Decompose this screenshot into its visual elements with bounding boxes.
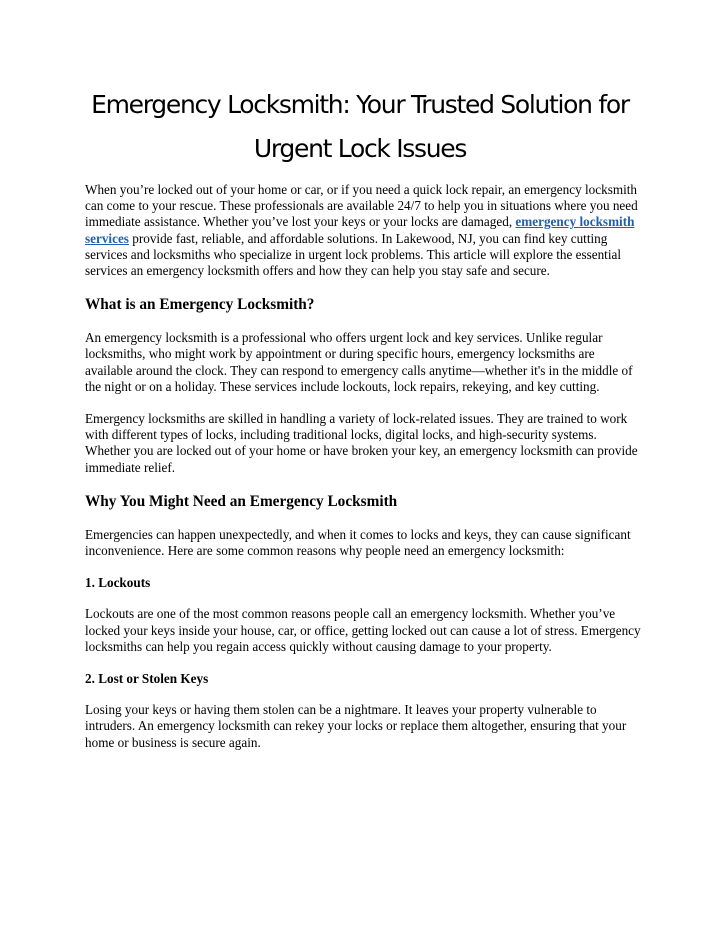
what-paragraph-2: Emergency locksmiths are skilled in handling a variety of lock-related issues. They are trained to work with different types of locks, including traditional locks, digital locks, and high-security systems. Whether you are locked out of your home or have broken your key, an emergency locksmith can provide immediate relief.	[85, 411, 638, 475]
intro-text-after-link: provide fast, reliable, and affordable solutions. In Lakewood, NJ, you can find key cutting services and locksmiths who specialize in urgent lock problems. This article will explore the essential services an emergency locksmith offers and how they can help you stay safe and secure.	[85, 230, 622, 279]
why-paragraph: Emergencies can happen unexpectedly, and when it comes to locks and keys, they can cause significant inconvenience. Here are some common reasons why people need an emergency locksmith:	[85, 526, 631, 559]
what-paragraph-1: An emergency locksmith is a professional who offers urgent lock and key services. Unlike regular locksmiths, who might work by appointment or during specific hours, emergency locksmiths are available around the clock. They can respond to emergency calls anytime—whether it's in the middle of the night or on a holiday. These services include lockouts, lock repairs, rekeying, and key cutting.	[85, 330, 633, 394]
intro-text-before-link: When you’re locked out of your home or car, or if you need a quick lock repair, an emergency locksmith can come to your rescue. These professionals are available 24/7 to help you in situations where you need immediate assistance. Whether you’ve lost your keys or your locks are damaged,	[85, 182, 638, 230]
emergency-locksmith-services-link[interactable]: emergency locksmith services	[85, 214, 635, 246]
lost-keys-paragraph: Losing your keys or having them stolen can be a nightmare. It leaves your property vulnerable to intruders. An emergency locksmith can rekey your locks or replace them altogether, ensuring that your home or business is secure again.	[85, 702, 627, 750]
heading-lost-or-stolen-keys: 2. Lost or Stolen Keys	[85, 671, 209, 687]
intro-paragraph	[85, 182, 641, 279]
heading-lockouts: 1. Lockouts	[85, 575, 151, 591]
document-body	[85, 182, 641, 751]
heading-what-is-emergency-locksmith: What is an Emergency Locksmith?	[85, 296, 315, 314]
page-title: Emergency Locksmith: Your Trusted Solution for Urgent Lock Issues	[91, 90, 629, 163]
lockouts-paragraph: Lockouts are one of the most common reasons people call an emergency locksmith. Whether you’ve locked your keys inside your house, car, or office, getting locked out can cause a lot of stress. Emergency locksmiths can help you regain access quickly without causing damage to your property.	[85, 606, 641, 654]
heading-why-you-might-need: Why You Might Need an Emergency Locksmith	[85, 492, 398, 510]
